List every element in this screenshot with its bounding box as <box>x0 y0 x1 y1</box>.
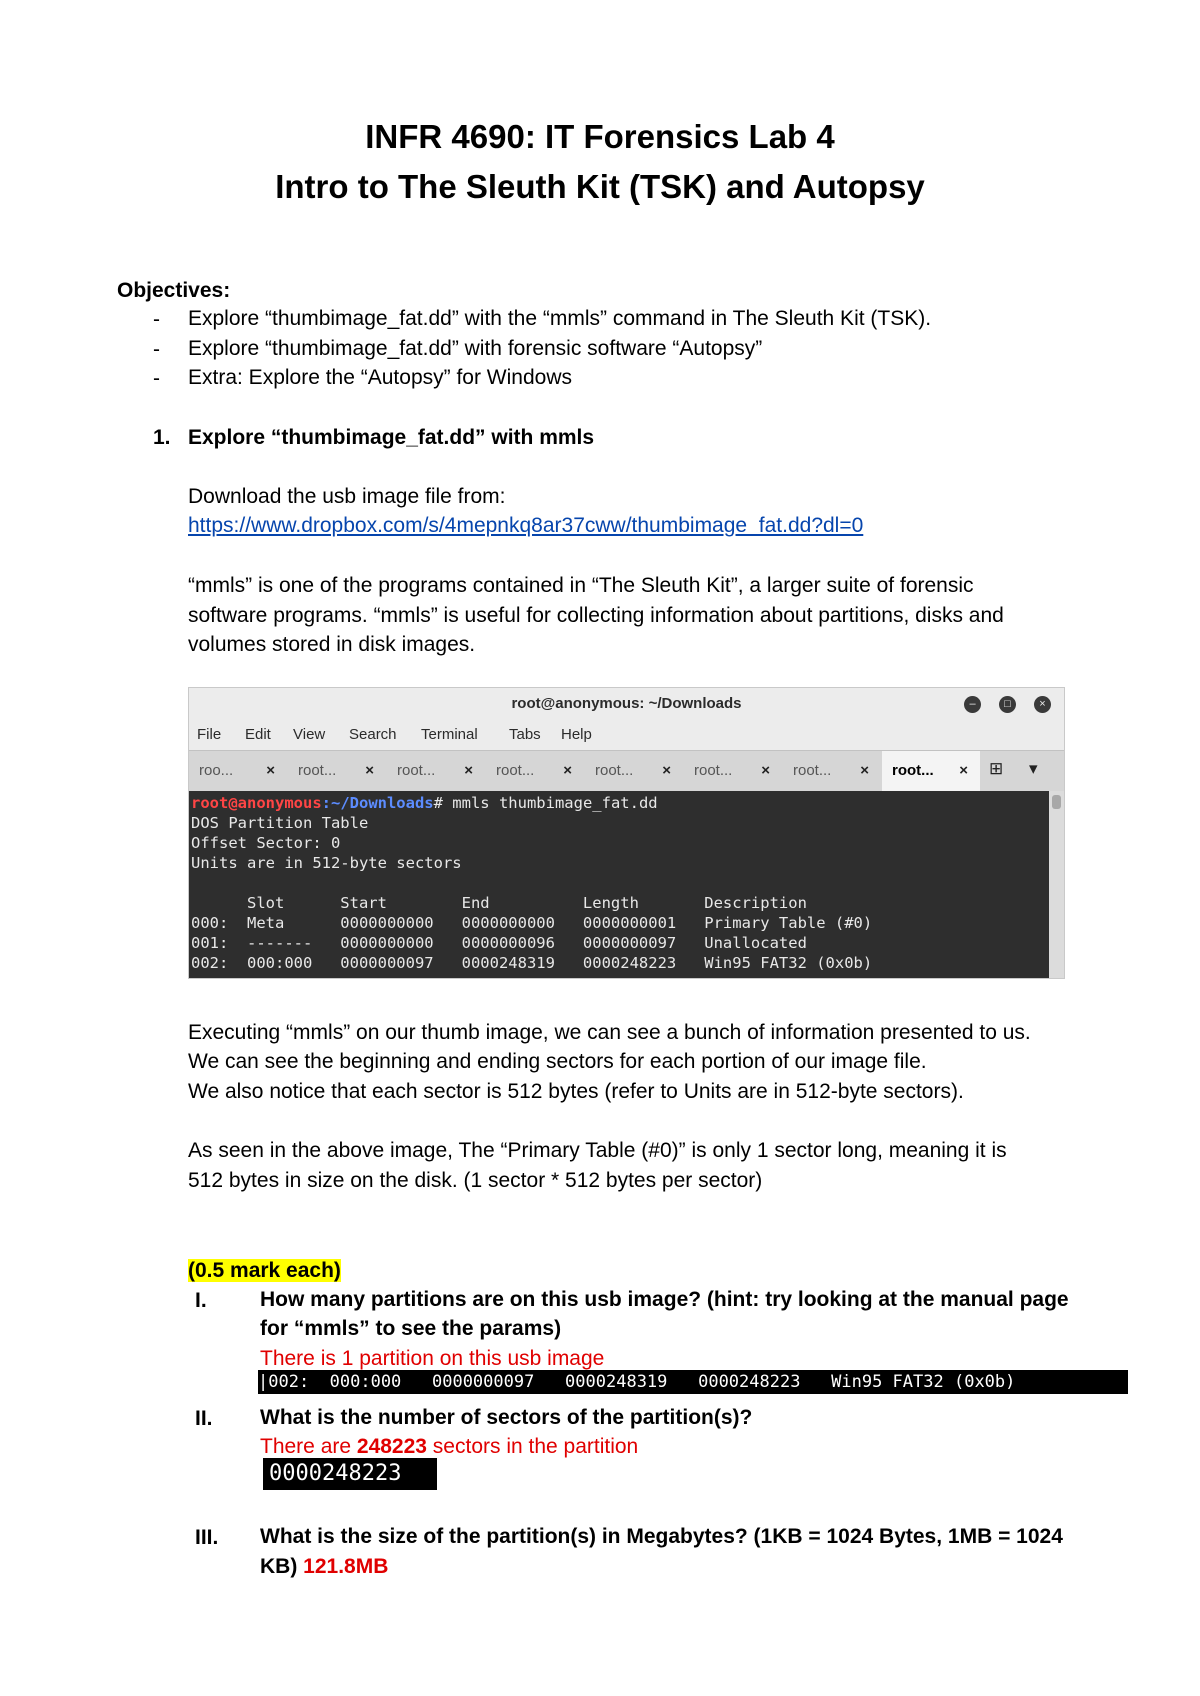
console-line: DOS Partition Table <box>191 814 369 832</box>
objective-item: Explore “thumbimage_fat.dd” with forensic software “Autopsy” <box>188 337 763 360</box>
paragraph-line: We also notice that each sector is 512 bytes (refer to Units are in 512-byte sectors). <box>188 1080 964 1103</box>
objective-item: Extra: Explore the “Autopsy” for Windows <box>188 366 572 389</box>
prompt-command: # mmls thumbimage_fat.dd <box>433 794 658 812</box>
tab-label: root... <box>595 762 634 779</box>
tab-close-icon[interactable]: × <box>563 762 572 779</box>
question-text: KB) <box>260 1555 304 1578</box>
question-text: What is the number of sectors of the partition(s)? <box>260 1406 753 1429</box>
answer-post: sectors in the partition <box>426 1435 639 1458</box>
question-text: How many partitions are on this usb image? (hint: try looking at the manual page <box>260 1288 1069 1311</box>
tab-dropdown-icon[interactable]: ▾ <box>1029 759 1038 778</box>
prompt-path: :~/Downloads <box>321 794 434 812</box>
tab-label: root... <box>793 762 832 779</box>
tab-close-icon[interactable]: × <box>365 762 374 779</box>
paragraph-line: Executing “mmls” on our thumb image, we can see a bunch of information presented to us. <box>188 1021 1031 1044</box>
answer-text: 121.8MB <box>303 1555 389 1578</box>
menu-tabs[interactable]: Tabs <box>509 726 541 743</box>
answer-code-box: 0000248223 <box>263 1458 437 1490</box>
tab-close-icon[interactable]: × <box>959 762 968 779</box>
paragraph-line: We can see the beginning and ending sectors for each portion of our image file. <box>188 1050 927 1073</box>
terminal-window <box>188 687 1065 979</box>
console-line: 002: 000:000 0000000097 0000248319 0000248223 Win95 FAT32 (0x0b) <box>191 954 873 972</box>
menu-view[interactable]: View <box>293 726 326 743</box>
section-number: 1. <box>153 426 171 449</box>
download-link[interactable]: https://www.dropbox.com/s/4mepnkq8ar37cww/thumbimage_fat.dd?dl=0 <box>188 514 864 537</box>
terminal-tab[interactable] <box>486 751 584 791</box>
menu-terminal[interactable]: Terminal <box>421 726 478 743</box>
terminal-tabbar <box>189 750 1064 792</box>
question-numeral: II. <box>195 1407 213 1430</box>
menu-file[interactable]: File <box>197 726 222 743</box>
question-text: What is the size of the partition(s) in Megabytes? (1KB = 1024 Bytes, 1MB = 1024 <box>260 1525 1063 1548</box>
objectives-heading: Objectives: <box>117 279 231 302</box>
tab-close-icon[interactable]: × <box>860 762 869 779</box>
terminal-title: root@anonymous: ~/Downloads <box>511 695 742 712</box>
terminal-tab[interactable] <box>684 751 782 791</box>
terminal-tab[interactable] <box>585 751 683 791</box>
tab-label: root... <box>496 762 535 779</box>
doc-title-line2: Intro to The Sleuth Kit (TSK) and Autopsy <box>275 168 925 205</box>
paragraph-line: volumes stored in disk images. <box>188 633 476 656</box>
terminal-tab[interactable] <box>783 751 881 791</box>
paragraph-line: “mmls” is one of the programs contained in “The Sleuth Kit”, a larger suite of forensic <box>188 574 974 597</box>
scrollbar-thumb[interactable] <box>1052 795 1061 809</box>
answer-code-strip: |002: 000:000 0000000097 0000248319 0000248223 Win95 FAT32 (0x0b) <box>258 1370 1128 1394</box>
menu-search[interactable]: Search <box>349 726 397 743</box>
prompt-user: root@anonymous <box>191 794 322 812</box>
tab-label: roo... <box>199 762 234 779</box>
section-heading: Explore “thumbimage_fat.dd” with mmls <box>188 426 595 449</box>
menu-edit[interactable]: Edit <box>245 726 271 743</box>
doc-title-line1: INFR 4690: IT Forensics Lab 4 <box>365 118 835 155</box>
terminal-console[interactable] <box>189 791 1049 978</box>
bullet-dash: - <box>153 338 160 361</box>
terminal-tab[interactable] <box>387 751 485 791</box>
tab-close-icon[interactable]: × <box>761 762 770 779</box>
paragraph-line: software programs. “mmls” is useful for collecting information about partitions, disks and <box>188 604 1004 627</box>
maximize-icon[interactable]: □ <box>999 696 1016 713</box>
console-line: 001: ------- 0000000000 0000000096 0000000097 Unallocated <box>191 934 807 952</box>
tab-label: root... <box>397 762 436 779</box>
tab-close-icon[interactable]: × <box>662 762 671 779</box>
terminal-menubar <box>189 721 1064 749</box>
download-text: Download the usb image file from: <box>188 485 506 508</box>
answer-bold: 248223 <box>356 1435 427 1458</box>
console-line: Slot Start End Length Description <box>191 894 807 912</box>
question-numeral: III. <box>195 1526 219 1549</box>
answer-pre: There are <box>260 1435 357 1458</box>
question-text: for “mmls” to see the params) <box>260 1317 562 1340</box>
tab-label: root... <box>694 762 733 779</box>
close-icon[interactable]: × <box>1034 696 1051 713</box>
terminal-tab[interactable] <box>189 751 287 791</box>
tab-label: root... <box>298 762 337 779</box>
menu-help[interactable]: Help <box>561 726 592 743</box>
bullet-dash: - <box>153 308 160 331</box>
console-line: Units are in 512-byte sectors <box>191 854 462 872</box>
bullet-dash: - <box>153 367 160 390</box>
new-tab-icon[interactable]: ⊞ <box>989 759 1004 778</box>
console-line: 000: Meta 0000000000 0000000000 0000000001 Primary Table (#0) <box>191 914 873 932</box>
marks-label: (0.5 mark each) <box>188 1259 341 1282</box>
question-numeral: I. <box>195 1289 207 1312</box>
terminal-tab[interactable] <box>288 751 386 791</box>
paragraph-line: 512 bytes in size on the disk. (1 sector * 512 bytes per sector) <box>188 1169 763 1192</box>
tab-close-icon[interactable]: × <box>266 762 275 779</box>
objective-item: Explore “thumbimage_fat.dd” with the “mmls” command in The Sleuth Kit (TSK). <box>188 307 932 330</box>
tab-close-icon[interactable]: × <box>464 762 473 779</box>
console-line: Offset Sector: 0 <box>191 834 341 852</box>
tab-label: root... <box>892 762 934 779</box>
answer-text: There is 1 partition on this usb image <box>260 1347 605 1370</box>
paragraph-line: As seen in the above image, The “Primary Table (#0)” is only 1 sector long, meaning it is <box>188 1139 1007 1162</box>
minimize-icon[interactable]: – <box>964 696 981 713</box>
terminal-tab-active[interactable] <box>882 751 980 791</box>
console-scrollbar[interactable] <box>1049 791 1064 978</box>
